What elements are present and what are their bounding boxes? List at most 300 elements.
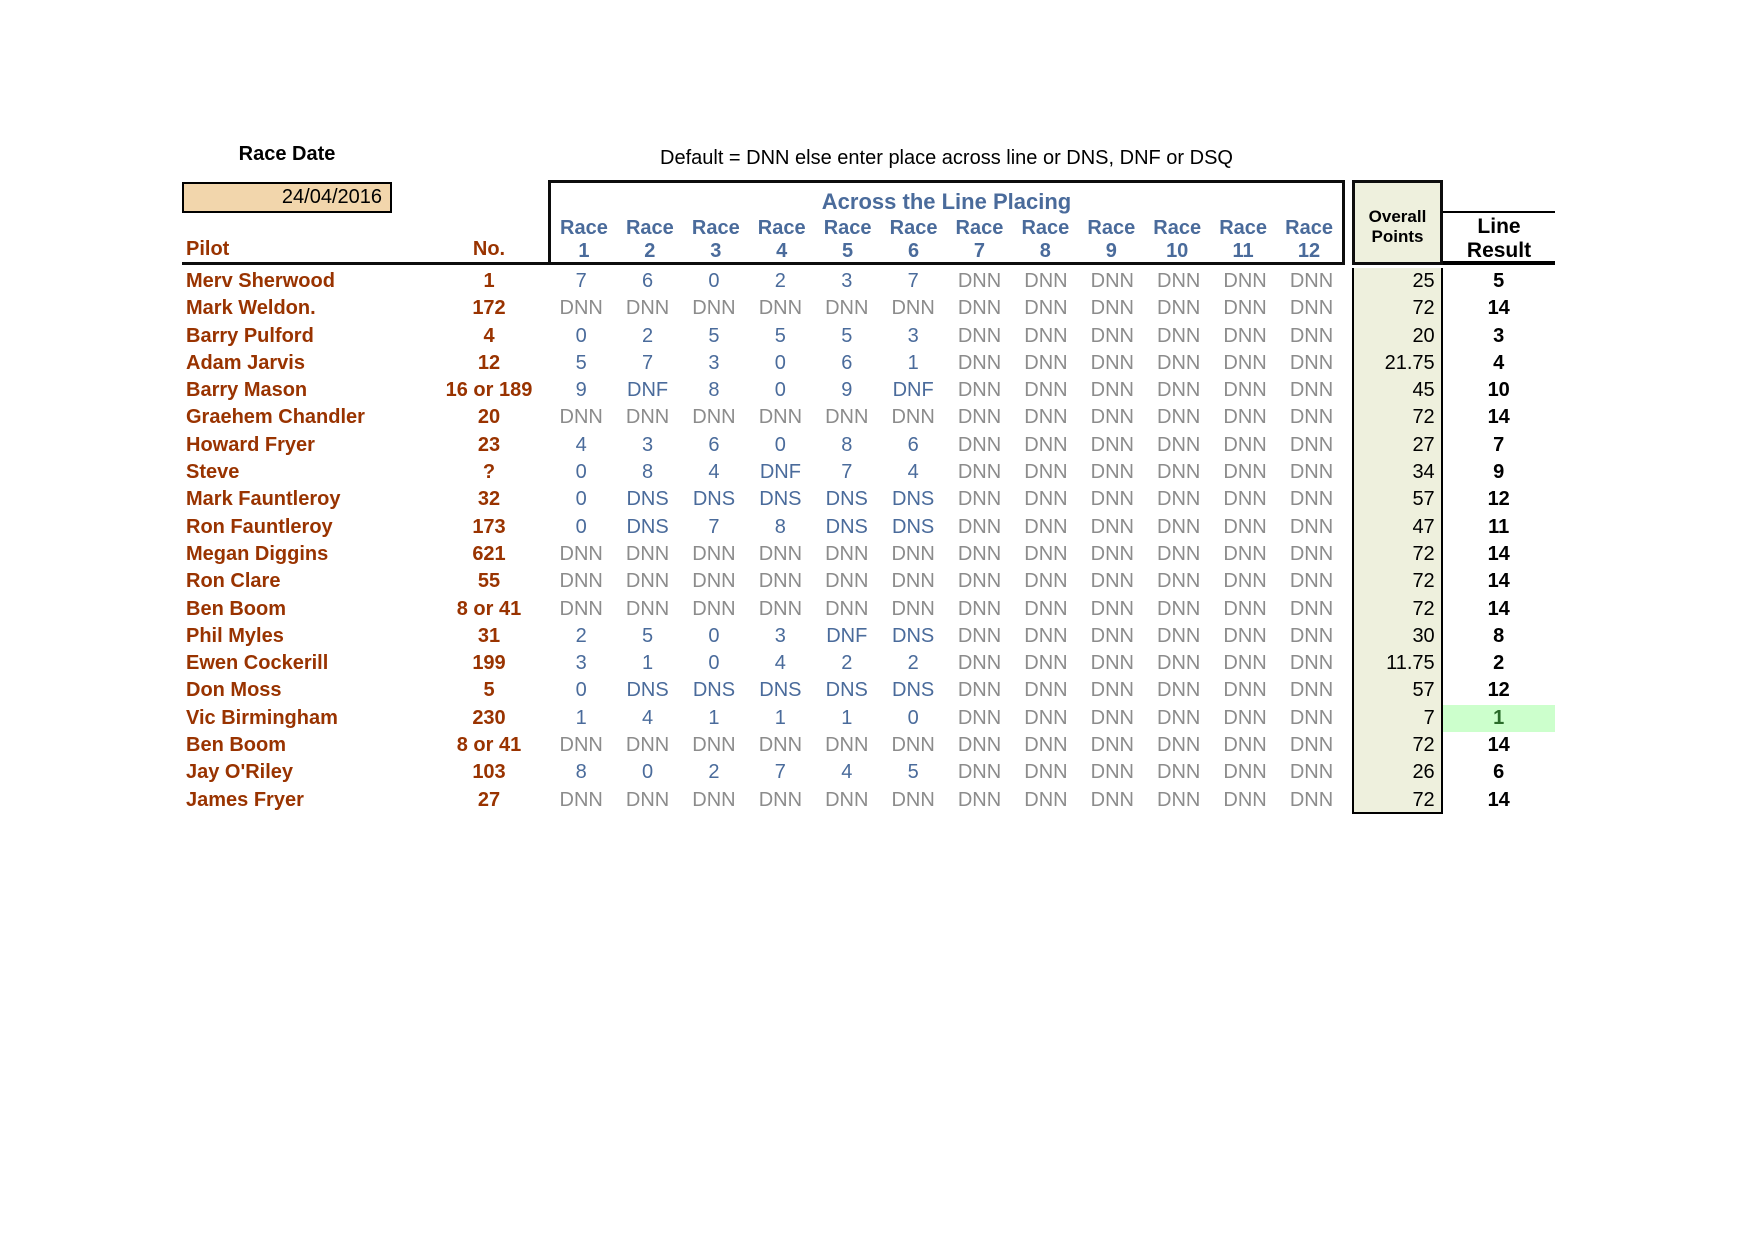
race-8-result-cell[interactable]: DNN <box>1024 624 1068 647</box>
race-5-result-cell[interactable]: DNN <box>825 597 869 620</box>
overall-points-cell[interactable]: 21.75 <box>1352 350 1443 377</box>
overall-points-cell[interactable]: 57 <box>1352 677 1443 704</box>
race-10-result-cell[interactable]: DNN <box>1157 570 1201 593</box>
race-11-result-cell[interactable]: DNN <box>1223 488 1267 511</box>
pilot-number-cell[interactable]: 32 <box>477 488 501 511</box>
race-5-result-cell[interactable]: 7 <box>841 461 853 484</box>
race-8-result-cell[interactable]: DNN <box>1024 652 1068 675</box>
race-12-result-cell[interactable]: DNN <box>1289 706 1334 729</box>
race-8-result-cell[interactable]: DNN <box>1024 324 1068 347</box>
pilot-name-cell[interactable]: Merv Sherwood <box>186 270 335 292</box>
race-11-result-cell[interactable]: DNN <box>1223 433 1267 456</box>
pilot-name-cell[interactable]: Jay O'Riley <box>186 761 294 784</box>
race-10-result-cell[interactable]: DNN <box>1157 706 1201 729</box>
race-9-result-cell[interactable]: DNN <box>1090 297 1134 320</box>
race-12-result-cell[interactable]: DNN <box>1289 270 1334 292</box>
race-9-result-cell[interactable]: DNN <box>1090 788 1134 811</box>
race-2-result-cell[interactable]: 4 <box>642 706 654 729</box>
race-11-result-cell[interactable]: DNN <box>1223 351 1267 374</box>
pilot-number-cell[interactable]: 16 or 189 <box>445 379 533 402</box>
pilot-number-cell[interactable]: 27 <box>477 788 501 811</box>
race-6-result-cell[interactable]: 1 <box>907 351 919 374</box>
race-6-result-cell[interactable]: DNS <box>892 515 935 538</box>
race-10-result-cell[interactable]: DNN <box>1157 761 1201 784</box>
race-1-result-cell[interactable]: DNN <box>559 734 603 757</box>
race-3-result-cell[interactable]: DNN <box>692 788 736 811</box>
line-result-cell[interactable]: 4 <box>1493 351 1505 374</box>
race-3-result-cell[interactable]: DNN <box>692 297 736 320</box>
race-12-result-cell[interactable]: DNN <box>1289 624 1334 647</box>
race-6-result-cell[interactable]: DNN <box>891 734 935 757</box>
race-1-result-cell[interactable]: 8 <box>575 761 587 784</box>
race-4-result-cell[interactable]: 2 <box>774 270 786 292</box>
pilot-name-cell[interactable]: Barry Pulford <box>186 324 314 347</box>
race-7-result-cell[interactable]: DNN <box>957 351 1002 374</box>
race-4-result-cell[interactable]: DNS <box>759 488 802 511</box>
race-9-result-cell[interactable]: DNN <box>1090 379 1134 402</box>
race-10-result-cell[interactable]: DNN <box>1157 679 1201 702</box>
race-11-result-cell[interactable]: DNN <box>1223 379 1267 402</box>
race-10-result-cell[interactable]: DNN <box>1157 624 1201 647</box>
race-4-result-cell[interactable]: DNN <box>758 570 803 593</box>
race-1-result-cell[interactable]: 7 <box>575 270 587 292</box>
race-8-result-cell[interactable]: DNN <box>1024 542 1068 565</box>
pilot-number-cell[interactable]: 12 <box>477 351 501 374</box>
race-9-result-cell[interactable]: DNN <box>1090 734 1134 757</box>
race-8-result-cell[interactable]: DNN <box>1024 679 1068 702</box>
race-7-result-cell[interactable]: DNN <box>957 324 1002 347</box>
overall-points-cell[interactable]: 27 <box>1352 432 1443 459</box>
race-11-result-cell[interactable]: DNN <box>1223 788 1267 811</box>
race-3-result-cell[interactable]: DNS <box>692 488 736 511</box>
race-3-result-cell[interactable]: DNN <box>692 406 736 429</box>
race-10-result-cell[interactable]: DNN <box>1157 406 1201 429</box>
race-6-result-cell[interactable]: DNF <box>892 379 934 402</box>
race-12-result-cell[interactable]: DNN <box>1289 297 1334 320</box>
line-result-cell[interactable]: 1 <box>1443 705 1555 732</box>
race-5-result-cell[interactable]: DNN <box>825 297 869 320</box>
race-6-result-cell[interactable]: 3 <box>907 324 919 347</box>
race-1-result-cell[interactable]: DNN <box>559 597 603 620</box>
race-12-result-cell[interactable]: DNN <box>1289 597 1334 620</box>
race-9-result-cell[interactable]: DNN <box>1090 597 1134 620</box>
overall-points-cell[interactable]: 72 <box>1352 568 1443 595</box>
race-4-result-cell[interactable]: DNN <box>758 297 803 320</box>
race-6-result-cell[interactable]: 5 <box>907 761 919 784</box>
race-3-result-cell[interactable]: 5 <box>708 324 720 347</box>
race-11-result-cell[interactable]: DNN <box>1223 270 1267 292</box>
race-1-result-cell[interactable]: DNN <box>559 542 603 565</box>
race-4-result-cell[interactable]: 8 <box>774 515 786 538</box>
race-5-result-cell[interactable]: DNF <box>826 624 868 647</box>
race-2-result-cell[interactable]: 2 <box>642 324 654 347</box>
race-6-result-cell[interactable]: DNN <box>891 788 935 811</box>
race-5-result-cell[interactable]: DNS <box>825 488 868 511</box>
pilot-number-cell[interactable]: 199 <box>472 652 506 675</box>
race-9-result-cell[interactable]: DNN <box>1090 433 1134 456</box>
pilot-name-cell[interactable]: Ben Boom <box>186 597 286 620</box>
line-result-cell[interactable]: 14 <box>1487 734 1510 757</box>
race-4-result-cell[interactable]: 0 <box>774 433 786 456</box>
pilot-number-cell[interactable]: ? <box>482 461 496 484</box>
race-4-result-cell[interactable]: 7 <box>774 761 786 784</box>
line-result-cell[interactable]: 14 <box>1487 297 1510 320</box>
race-9-result-cell[interactable]: DNN <box>1090 542 1134 565</box>
race-1-result-cell[interactable]: 4 <box>575 433 587 456</box>
race-5-result-cell[interactable]: 5 <box>841 324 853 347</box>
race-1-result-cell[interactable]: 1 <box>575 706 587 729</box>
overall-points-cell[interactable]: 72 <box>1352 732 1443 759</box>
line-result-cell[interactable]: 14 <box>1487 406 1510 429</box>
race-10-result-cell[interactable]: DNN <box>1157 324 1201 347</box>
race-6-result-cell[interactable]: DNS <box>892 679 935 702</box>
pilot-name-cell[interactable]: Ron Fauntleroy <box>186 515 333 538</box>
race-7-result-cell[interactable]: DNN <box>957 788 1002 811</box>
race-5-result-cell[interactable]: DNS <box>825 679 868 702</box>
race-1-result-cell[interactable]: 0 <box>575 324 587 347</box>
race-1-result-cell[interactable]: 0 <box>575 461 587 484</box>
race-8-result-cell[interactable]: DNN <box>1024 706 1068 729</box>
race-5-result-cell[interactable]: DNN <box>825 570 869 593</box>
race-2-result-cell[interactable]: DNN <box>625 406 670 429</box>
race-7-result-cell[interactable]: DNN <box>957 679 1002 702</box>
race-7-result-cell[interactable]: DNN <box>957 597 1002 620</box>
pilot-number-cell[interactable]: 172 <box>472 297 506 320</box>
race-5-result-cell[interactable]: 6 <box>841 351 853 374</box>
race-11-result-cell[interactable]: DNN <box>1223 624 1267 647</box>
overall-points-cell[interactable]: 47 <box>1352 514 1443 541</box>
pilot-name-cell[interactable]: Barry Mason <box>186 379 308 402</box>
overall-points-cell[interactable]: 25 <box>1352 268 1443 295</box>
line-result-cell[interactable]: 3 <box>1493 324 1505 347</box>
race-8-result-cell[interactable]: DNN <box>1024 788 1068 811</box>
pilot-name-cell[interactable]: Steve <box>186 461 240 484</box>
pilot-number-cell[interactable]: 8 or 41 <box>456 597 522 620</box>
race-6-result-cell[interactable]: DNN <box>891 297 935 320</box>
race-12-result-cell[interactable]: DNN <box>1289 652 1334 675</box>
race-1-result-cell[interactable]: 9 <box>575 379 587 402</box>
overall-points-cell[interactable]: 72 <box>1352 596 1443 623</box>
pilot-number-cell[interactable]: 103 <box>472 761 506 784</box>
race-10-result-cell[interactable]: DNN <box>1157 297 1201 320</box>
race-11-result-cell[interactable]: DNN <box>1223 570 1267 593</box>
race-7-result-cell[interactable]: DNN <box>957 624 1002 647</box>
race-2-result-cell[interactable]: DNS <box>626 679 669 702</box>
pilot-name-cell[interactable]: James Fryer <box>186 788 304 811</box>
pilot-number-cell[interactable]: 1 <box>483 270 495 292</box>
race-7-result-cell[interactable]: DNN <box>957 379 1002 402</box>
race-7-result-cell[interactable]: DNN <box>957 270 1002 292</box>
race-7-result-cell[interactable]: DNN <box>957 706 1002 729</box>
race-6-result-cell[interactable]: DNS <box>892 624 935 647</box>
line-result-cell[interactable]: 5 <box>1493 270 1505 292</box>
race-3-result-cell[interactable]: 8 <box>708 379 720 402</box>
race-7-result-cell[interactable]: DNN <box>957 515 1002 538</box>
race-4-result-cell[interactable]: 3 <box>774 624 786 647</box>
race-12-result-cell[interactable]: DNN <box>1289 351 1334 374</box>
race-8-result-cell[interactable]: DNN <box>1024 433 1068 456</box>
race-9-result-cell[interactable]: DNN <box>1090 461 1134 484</box>
race-2-result-cell[interactable]: DNN <box>625 570 670 593</box>
race-7-result-cell[interactable]: DNN <box>957 761 1002 784</box>
pilot-number-cell[interactable]: 5 <box>483 679 495 702</box>
race-5-result-cell[interactable]: DNN <box>825 734 869 757</box>
race-8-result-cell[interactable]: DNN <box>1024 488 1068 511</box>
overall-points-cell[interactable]: 11.75 <box>1352 650 1443 677</box>
race-6-result-cell[interactable]: DNN <box>891 570 935 593</box>
race-3-result-cell[interactable]: 4 <box>708 461 720 484</box>
race-8-result-cell[interactable]: DNN <box>1024 761 1068 784</box>
race-9-result-cell[interactable]: DNN <box>1090 351 1134 374</box>
race-10-result-cell[interactable]: DNN <box>1157 597 1201 620</box>
race-1-result-cell[interactable]: 0 <box>575 515 587 538</box>
race-6-result-cell[interactable]: 6 <box>907 433 919 456</box>
race-12-result-cell[interactable]: DNN <box>1289 788 1334 811</box>
race-2-result-cell[interactable]: DNS <box>626 515 669 538</box>
race-11-result-cell[interactable]: DNN <box>1223 542 1267 565</box>
pilot-name-cell[interactable]: Ron Clare <box>186 570 281 593</box>
race-3-result-cell[interactable]: 6 <box>708 433 720 456</box>
race-9-result-cell[interactable]: DNN <box>1090 488 1134 511</box>
pilot-number-cell[interactable]: 55 <box>477 570 501 593</box>
race-3-result-cell[interactable]: 0 <box>708 652 720 675</box>
race-9-result-cell[interactable]: DNN <box>1090 761 1134 784</box>
race-7-result-cell[interactable]: DNN <box>957 488 1002 511</box>
race-9-result-cell[interactable]: DNN <box>1090 652 1134 675</box>
race-2-result-cell[interactable]: DNN <box>625 297 670 320</box>
race-5-result-cell[interactable]: DNN <box>825 788 869 811</box>
race-6-result-cell[interactable]: 0 <box>907 706 919 729</box>
race-3-result-cell[interactable]: DNN <box>692 734 736 757</box>
race-12-result-cell[interactable]: DNN <box>1289 515 1334 538</box>
race-10-result-cell[interactable]: DNN <box>1157 270 1201 292</box>
race-11-result-cell[interactable]: DNN <box>1223 515 1267 538</box>
overall-points-cell[interactable]: 45 <box>1352 377 1443 404</box>
race-4-result-cell[interactable]: DNN <box>758 734 803 757</box>
race-11-result-cell[interactable]: DNN <box>1223 297 1267 320</box>
race-8-result-cell[interactable]: DNN <box>1024 597 1068 620</box>
line-result-cell[interactable]: 14 <box>1487 570 1510 593</box>
race-8-result-cell[interactable]: DNN <box>1024 379 1068 402</box>
race-8-result-cell[interactable]: DNN <box>1024 570 1068 593</box>
overall-points-cell[interactable]: 57 <box>1352 486 1443 513</box>
race-11-result-cell[interactable]: DNN <box>1223 652 1267 675</box>
race-5-result-cell[interactable]: 1 <box>841 706 853 729</box>
pilot-name-cell[interactable]: Phil Myles <box>186 624 284 647</box>
race-3-result-cell[interactable]: 2 <box>708 761 720 784</box>
race-2-result-cell[interactable]: 1 <box>642 652 654 675</box>
race-4-result-cell[interactable]: DNN <box>758 406 803 429</box>
line-result-cell[interactable]: 7 <box>1493 433 1505 456</box>
race-4-result-cell[interactable]: 4 <box>774 652 786 675</box>
race-11-result-cell[interactable]: DNN <box>1223 324 1267 347</box>
race-date-cell[interactable]: 24/04/2016 <box>182 182 392 213</box>
race-3-result-cell[interactable]: 1 <box>708 706 720 729</box>
pilot-number-cell[interactable]: 173 <box>472 515 506 538</box>
race-1-result-cell[interactable]: DNN <box>559 406 603 429</box>
line-result-cell[interactable]: 14 <box>1487 788 1510 811</box>
race-5-result-cell[interactable]: DNS <box>825 515 868 538</box>
pilot-number-cell[interactable]: 23 <box>477 433 501 456</box>
race-12-result-cell[interactable]: DNN <box>1289 734 1334 757</box>
line-result-cell[interactable]: 12 <box>1487 679 1510 702</box>
overall-points-cell[interactable]: 30 <box>1352 623 1443 650</box>
pilot-number-cell[interactable]: 4 <box>483 324 495 347</box>
race-7-result-cell[interactable]: DNN <box>957 297 1002 320</box>
race-2-result-cell[interactable]: DNN <box>625 597 670 620</box>
race-7-result-cell[interactable]: DNN <box>957 542 1002 565</box>
line-result-cell[interactable]: 12 <box>1487 488 1510 511</box>
race-12-result-cell[interactable]: DNN <box>1289 406 1334 429</box>
race-12-result-cell[interactable]: DNN <box>1289 324 1334 347</box>
race-10-result-cell[interactable]: DNN <box>1157 542 1201 565</box>
race-8-result-cell[interactable]: DNN <box>1024 734 1068 757</box>
race-11-result-cell[interactable]: DNN <box>1223 406 1267 429</box>
race-2-result-cell[interactable]: 0 <box>642 761 654 784</box>
race-2-result-cell[interactable]: DNN <box>625 788 670 811</box>
race-9-result-cell[interactable]: DNN <box>1090 624 1134 647</box>
race-8-result-cell[interactable]: DNN <box>1024 515 1068 538</box>
race-10-result-cell[interactable]: DNN <box>1157 488 1201 511</box>
pilot-name-cell[interactable]: Don Moss <box>186 679 282 702</box>
race-11-result-cell[interactable]: DNN <box>1223 679 1267 702</box>
race-2-result-cell[interactable]: 8 <box>642 461 654 484</box>
race-5-result-cell[interactable]: DNN <box>825 406 869 429</box>
race-2-result-cell[interactable]: DNS <box>626 488 669 511</box>
race-12-result-cell[interactable]: DNN <box>1289 761 1334 784</box>
race-10-result-cell[interactable]: DNN <box>1157 351 1201 374</box>
race-3-result-cell[interactable]: DNS <box>692 679 736 702</box>
race-7-result-cell[interactable]: DNN <box>957 734 1002 757</box>
pilot-name-cell[interactable]: Ewen Cockerill <box>186 652 329 675</box>
race-9-result-cell[interactable]: DNN <box>1090 570 1134 593</box>
race-10-result-cell[interactable]: DNN <box>1157 515 1201 538</box>
pilot-name-cell[interactable]: Ben Boom <box>186 734 286 757</box>
race-11-result-cell[interactable]: DNN <box>1223 597 1267 620</box>
race-12-result-cell[interactable]: DNN <box>1289 433 1334 456</box>
race-12-result-cell[interactable]: DNN <box>1289 379 1334 402</box>
race-5-result-cell[interactable]: 3 <box>841 270 853 292</box>
race-2-result-cell[interactable]: DNF <box>627 379 669 402</box>
race-6-result-cell[interactable]: 4 <box>907 461 919 484</box>
race-10-result-cell[interactable]: DNN <box>1157 652 1201 675</box>
pilot-name-cell[interactable]: Mark Fauntleroy <box>186 488 341 511</box>
race-8-result-cell[interactable]: DNN <box>1024 297 1068 320</box>
race-6-result-cell[interactable]: 2 <box>907 652 919 675</box>
race-6-result-cell[interactable]: 7 <box>907 270 919 292</box>
race-9-result-cell[interactable]: DNN <box>1090 270 1134 292</box>
race-8-result-cell[interactable]: DNN <box>1024 461 1068 484</box>
race-5-result-cell[interactable]: 9 <box>841 379 853 402</box>
race-2-result-cell[interactable]: 3 <box>642 433 654 456</box>
pilot-name-cell[interactable]: Mark Weldon. <box>186 297 316 320</box>
race-2-result-cell[interactable]: 7 <box>642 351 654 374</box>
pilot-number-cell[interactable]: 621 <box>472 542 506 565</box>
overall-points-cell[interactable]: 20 <box>1352 323 1443 350</box>
overall-points-cell[interactable]: 72 <box>1352 541 1443 568</box>
race-5-result-cell[interactable]: 8 <box>841 433 853 456</box>
race-7-result-cell[interactable]: DNN <box>957 570 1002 593</box>
race-9-result-cell[interactable]: DNN <box>1090 679 1134 702</box>
race-3-result-cell[interactable]: DNN <box>692 597 736 620</box>
race-4-result-cell[interactable]: DNN <box>758 542 803 565</box>
race-12-result-cell[interactable]: DNN <box>1289 570 1334 593</box>
overall-points-cell[interactable]: 7 <box>1352 705 1443 732</box>
race-3-result-cell[interactable]: 7 <box>708 515 720 538</box>
race-4-result-cell[interactable]: 0 <box>774 351 786 374</box>
race-10-result-cell[interactable]: DNN <box>1157 433 1201 456</box>
line-result-cell[interactable]: 11 <box>1488 515 1510 538</box>
race-6-result-cell[interactable]: DNN <box>891 597 935 620</box>
overall-points-cell[interactable]: 72 <box>1352 787 1443 814</box>
pilot-name-cell[interactable]: Graehem Chandler <box>186 406 365 429</box>
pilot-number-cell[interactable]: 230 <box>472 706 506 729</box>
race-7-result-cell[interactable]: DNN <box>957 433 1002 456</box>
race-1-result-cell[interactable]: 0 <box>575 679 587 702</box>
race-12-result-cell[interactable]: DNN <box>1289 542 1334 565</box>
race-1-result-cell[interactable]: 5 <box>575 351 587 374</box>
race-1-result-cell[interactable]: 3 <box>575 652 587 675</box>
race-10-result-cell[interactable]: DNN <box>1157 379 1201 402</box>
race-6-result-cell[interactable]: DNN <box>891 406 935 429</box>
race-7-result-cell[interactable]: DNN <box>957 652 1002 675</box>
pilot-number-cell[interactable]: 31 <box>477 624 501 647</box>
overall-points-cell[interactable]: 72 <box>1352 295 1443 322</box>
race-1-result-cell[interactable]: 2 <box>575 624 587 647</box>
race-11-result-cell[interactable]: DNN <box>1223 461 1267 484</box>
race-9-result-cell[interactable]: DNN <box>1090 406 1134 429</box>
overall-points-cell[interactable]: 34 <box>1352 459 1443 486</box>
race-4-result-cell[interactable]: DNS <box>759 679 802 702</box>
pilot-name-cell[interactable]: Vic Birmingham <box>186 706 338 729</box>
line-result-cell[interactable]: 14 <box>1487 597 1510 620</box>
race-5-result-cell[interactable]: 2 <box>841 652 853 675</box>
race-2-result-cell[interactable]: 5 <box>642 624 654 647</box>
race-1-result-cell[interactable]: DNN <box>559 297 603 320</box>
race-3-result-cell[interactable]: DNN <box>692 542 736 565</box>
overall-points-cell[interactable]: 26 <box>1352 759 1443 786</box>
race-1-result-cell[interactable]: DNN <box>559 788 603 811</box>
race-9-result-cell[interactable]: DNN <box>1090 324 1134 347</box>
race-4-result-cell[interactable]: 1 <box>774 706 786 729</box>
race-4-result-cell[interactable]: DNN <box>758 597 803 620</box>
race-11-result-cell[interactable]: DNN <box>1223 706 1267 729</box>
pilot-name-cell[interactable]: Megan Diggins <box>186 542 329 565</box>
race-6-result-cell[interactable]: DNS <box>892 488 935 511</box>
race-8-result-cell[interactable]: DNN <box>1024 270 1068 292</box>
race-7-result-cell[interactable]: DNN <box>957 406 1002 429</box>
race-3-result-cell[interactable]: 0 <box>708 624 720 647</box>
race-7-result-cell[interactable]: DNN <box>957 461 1002 484</box>
line-result-cell[interactable]: 9 <box>1493 461 1505 484</box>
pilot-number-cell[interactable]: 20 <box>477 406 501 429</box>
race-2-result-cell[interactable]: DNN <box>625 542 670 565</box>
race-8-result-cell[interactable]: DNN <box>1024 406 1068 429</box>
race-12-result-cell[interactable]: DNN <box>1289 488 1334 511</box>
race-11-result-cell[interactable]: DNN <box>1223 761 1267 784</box>
race-10-result-cell[interactable]: DNN <box>1157 788 1201 811</box>
line-result-cell[interactable]: 6 <box>1493 761 1505 784</box>
race-1-result-cell[interactable]: 0 <box>575 488 587 511</box>
race-2-result-cell[interactable]: 6 <box>642 270 654 292</box>
pilot-name-cell[interactable]: Adam Jarvis <box>186 351 305 374</box>
race-2-result-cell[interactable]: DNN <box>625 734 670 757</box>
race-8-result-cell[interactable]: DNN <box>1024 351 1068 374</box>
race-5-result-cell[interactable]: 4 <box>841 761 853 784</box>
pilot-name-cell[interactable]: Howard Fryer <box>186 433 315 456</box>
race-4-result-cell[interactable]: 0 <box>774 379 786 402</box>
line-result-cell[interactable]: 2 <box>1493 652 1505 675</box>
